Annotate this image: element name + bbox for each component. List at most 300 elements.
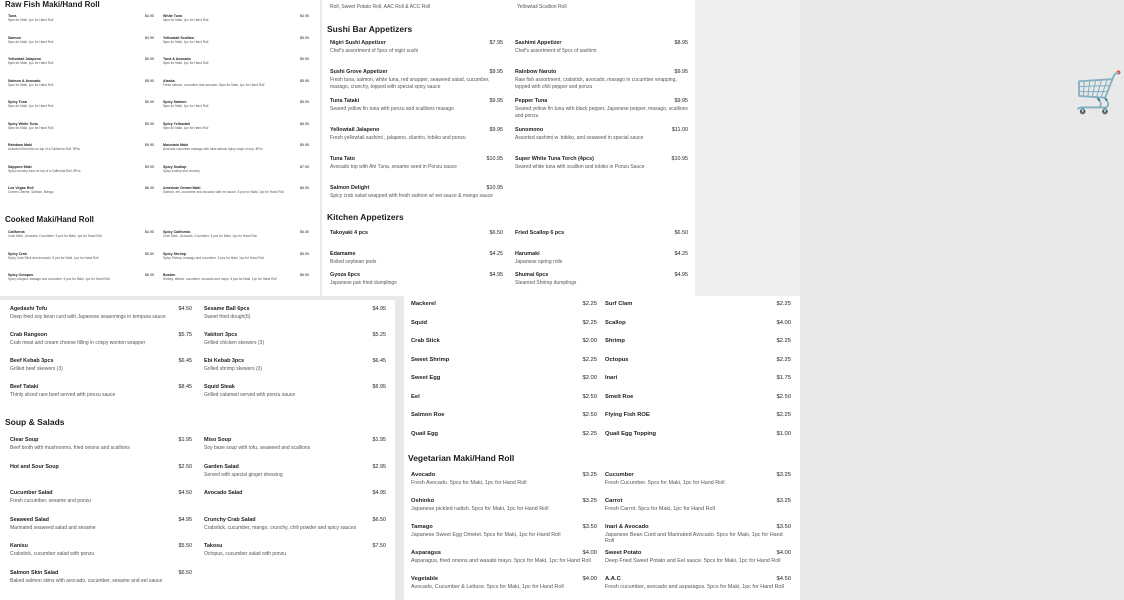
menu-item[interactable]	[163, 79, 309, 87]
menu-item[interactable]	[605, 320, 791, 326]
item-name: Ebi Kebab 3pcs	[204, 358, 245, 364]
item-name: Kanisu	[10, 543, 28, 549]
menu-item[interactable]	[10, 570, 192, 584]
menu-item[interactable]	[411, 550, 597, 564]
menu-item[interactable]	[605, 375, 791, 381]
item-price: $6.45	[178, 358, 192, 364]
item-description: Assorted fresh fish on top of a California Roll. 8Pcs	[8, 147, 80, 151]
item-name: Oshinko	[411, 498, 435, 504]
menu-item[interactable]	[10, 464, 192, 470]
menu-item[interactable]	[411, 472, 597, 486]
item-price: $1.95	[372, 437, 386, 443]
item-price: $7.95	[300, 164, 309, 169]
menu-item[interactable]	[330, 251, 503, 266]
item-price: $5.95	[300, 251, 309, 256]
menu-item[interactable]	[515, 98, 688, 120]
item-description: Served with special ginger dressing	[204, 471, 283, 478]
item-name: Beef Tataki	[10, 384, 39, 390]
item-name: Rainbow Maki	[8, 143, 32, 147]
panel-appetizers	[322, 0, 1124, 296]
item-name: Gyoza 6pcs	[330, 272, 360, 278]
cooked-title: Cooked Maki/Hand Roll	[5, 215, 94, 224]
item-name: Harumaki	[515, 251, 540, 257]
panel-nigiri-veg	[404, 296, 800, 600]
item-description: Salmon, eel, cucumber and avocado with eel sauce. 5 pcs for Maki, 1pc for Hand Roll	[163, 190, 284, 194]
menu-item[interactable]	[330, 127, 503, 142]
item-name: Squid Steak	[204, 384, 235, 390]
item-description: 5pcs for Maki, 1pc for Hand Roll	[8, 104, 54, 108]
item-description: 5pcs for Maki, 1pc for Hand Roll	[8, 82, 54, 87]
item-name: Sweet Shrimp	[411, 356, 450, 363]
item-description: Japanese Bean Curd and Marinated Avocado. 5pcs for Maki, 1pc for Hand Roll	[605, 532, 783, 544]
item-price: $10.95	[671, 156, 688, 162]
item-price: $1.95	[178, 437, 192, 443]
item-name: Sushi Grove Appetizer	[330, 69, 388, 75]
item-price: $6.95	[145, 186, 154, 190]
item-description: Fresh Carrot. 5pcs for Maki, 1pc for Hand Roll	[605, 506, 715, 512]
item-price: $5.95	[300, 57, 309, 61]
item-name: Boston	[163, 273, 176, 277]
menu-item[interactable]	[411, 338, 597, 344]
item-name: Salmon	[8, 35, 21, 40]
item-price: $2.25	[776, 338, 791, 344]
item-description: Avocado cucumber masago with tuna salmon spicy mayo on top. 8Pcs	[163, 147, 263, 151]
item-description: 5pcs for Maki, 1pc for Hand Roll	[163, 61, 209, 65]
item-price: $3.25	[776, 472, 791, 478]
item-price: $2.00	[582, 338, 597, 344]
menu-item[interactable]	[411, 394, 597, 400]
item-price: $4.95	[300, 14, 309, 18]
item-description: Japanese pan fried dumplings	[330, 280, 397, 286]
cart-icon[interactable]: 🛒	[1074, 71, 1124, 115]
item-description: Crabstick, cucumber, mango, crunchy, chili powder and spicy sauces	[204, 524, 357, 531]
item-name: California	[8, 230, 25, 234]
menu-item[interactable]	[8, 79, 154, 87]
menu-item[interactable]	[8, 57, 154, 65]
menu-item[interactable]	[8, 122, 154, 130]
menu-item[interactable]	[411, 320, 597, 326]
item-price: $3.25	[582, 472, 597, 478]
item-description: Spicy scallop and crunchy	[163, 168, 200, 173]
item-price: $5.95	[145, 121, 154, 126]
menu-item[interactable]	[163, 165, 309, 173]
item-name: Sweet Potato	[605, 550, 642, 556]
item-name: Salmon Delight	[330, 185, 370, 191]
item-name: Spicy Scallop	[163, 164, 187, 169]
item-description: Spicy crunchy tuna on top of a California Roll. 8Pcs	[8, 168, 81, 173]
menu-item[interactable]	[8, 143, 154, 151]
item-name: Smelt Roe	[605, 393, 634, 400]
item-price: $2.50	[582, 393, 597, 400]
item-price: $4.50	[178, 490, 192, 496]
item-price: $9.95	[489, 127, 503, 133]
menu-item[interactable]	[515, 69, 688, 91]
item-price: $4.95	[372, 490, 386, 496]
item-description: Asparagus, fried onions and wasabi mayo. 5pcs for Maki, 1pc for Hand Roll	[411, 558, 591, 564]
menu-item[interactable]	[411, 301, 597, 307]
item-name: Sunomono	[515, 127, 544, 133]
menu-item[interactable]	[204, 543, 386, 557]
item-price: $6.50	[489, 230, 503, 236]
item-price: $5.95	[300, 78, 309, 83]
menu-item[interactable]	[515, 156, 688, 171]
item-description: Fresh cucumber, sesame and ponzu	[10, 498, 91, 504]
item-price: $4.95	[145, 14, 154, 18]
item-name: Quail Egg	[411, 430, 439, 437]
item-price: $4.95	[145, 35, 154, 40]
item-price: $5.75	[178, 332, 192, 338]
item-name: American Dream Maki	[163, 186, 201, 190]
item-name: Yellowtail Jalapeno	[8, 57, 41, 61]
item-description: Avocado, Cucumber & Lettuce. 5pcs for Maki, 1pc for Hand Roll	[411, 584, 564, 590]
item-description: Spicy Shrimp, masago and cucumber. 5 pcs for Maki, 1pc for Hand Roll	[163, 255, 264, 260]
menu-item[interactable]	[10, 490, 192, 504]
item-name: Fried Scallop 6 pcs	[515, 230, 565, 236]
item-price: $4.95	[145, 230, 154, 234]
item-name: Carrot	[605, 498, 623, 504]
menu-item[interactable]	[515, 251, 688, 266]
item-price: $10.95	[486, 156, 503, 162]
item-name: Squid	[411, 319, 428, 326]
menu-item[interactable]	[330, 98, 503, 113]
item-description: Crab meat and cream cheese filling in crispy wonton wrapper	[10, 340, 146, 346]
menu-item[interactable]	[411, 375, 597, 381]
item-description: Crab Stick , Avocado, Cucumber. 5 pcs for Maki, 1pc for Hand Roll	[8, 234, 102, 238]
item-description: Seared white tuna with scallion and tobiko in Ponzu Sauce	[515, 164, 645, 170]
item-name: Spicy Shrimp	[163, 251, 186, 256]
item-description: Raw fish assortment, crabstick, avocado, masago in cucumber wrapping, topped with chili pepper and ponzu	[515, 77, 677, 90]
item-price: $5.50	[178, 543, 192, 549]
item-name: Tuna Tato	[330, 156, 355, 162]
item-price: $7.95	[489, 40, 503, 46]
menu-item[interactable]	[605, 431, 791, 437]
item-description: Assorted sashimi w. tobiko, and seaweed in special sauce	[515, 135, 644, 141]
menu-item[interactable]	[204, 358, 386, 372]
menu-item[interactable]	[163, 100, 309, 108]
sushi-bar-title: Sushi Bar Appetizers	[327, 24, 413, 34]
menu-item[interactable]	[605, 338, 791, 344]
menu-item[interactable]	[163, 186, 309, 194]
menu-item[interactable]	[8, 273, 154, 281]
item-name: Vegetable	[411, 576, 439, 582]
item-price: $6.95	[372, 384, 386, 390]
menu-item[interactable]	[8, 165, 154, 173]
menu-item[interactable]	[8, 230, 154, 238]
item-price: $6.50	[372, 516, 386, 523]
item-name: Sesame Ball 6pcs	[204, 306, 250, 312]
soup-title: Soup & Salads	[5, 417, 65, 427]
panel-apps-soup	[0, 300, 395, 600]
item-price: $2.25	[776, 301, 791, 307]
item-name: Miso Soup	[204, 437, 232, 443]
item-description: Beef broth with mushrooms, fried onions and scallions	[10, 445, 130, 451]
menu-item[interactable]	[163, 230, 309, 238]
item-price: $10.95	[486, 185, 503, 191]
item-name: Spicy Octopus	[8, 273, 34, 277]
item-name: Crab Rangoon	[10, 332, 48, 338]
item-price: $6.50	[178, 569, 192, 576]
item-name: Tuna	[8, 14, 17, 18]
item-name: Spicy Yellowtail	[163, 121, 190, 126]
item-name: Tuna Tataki	[330, 98, 360, 104]
menu-item[interactable]	[605, 498, 791, 512]
item-price: $1.00	[776, 430, 791, 437]
item-name: Spicy California	[163, 230, 191, 234]
menu-item[interactable]	[163, 252, 309, 260]
menu-item[interactable]	[204, 464, 386, 478]
menu-item[interactable]	[204, 384, 386, 398]
item-price: $6.95	[300, 121, 309, 126]
menu-item[interactable]	[411, 576, 597, 590]
item-description: 5pcs for Maki, 1pc for Hand Roll	[163, 39, 209, 44]
item-price: $4.95	[674, 272, 688, 278]
menu-item[interactable]	[605, 472, 791, 486]
item-name: Garden Salad	[204, 463, 239, 470]
item-description: 5pcs for Maki, 1pc for Hand Roll	[8, 39, 54, 44]
panel-raw-cooked	[0, 0, 320, 296]
item-description: Japanese spring rolls	[515, 259, 563, 265]
menu-item[interactable]	[204, 490, 386, 496]
item-description: 5pcs for Maki, 1pc for Hand Roll	[163, 18, 209, 22]
item-name: Scallop	[605, 319, 626, 326]
item-name: Alaska	[163, 78, 175, 83]
item-price: $9.95	[489, 98, 503, 104]
menu-item[interactable]	[10, 517, 192, 531]
menu-item[interactable]	[515, 127, 688, 142]
item-price: $2.25	[582, 319, 597, 326]
item-price: $3.25	[582, 498, 597, 504]
item-price: $2.25	[582, 430, 597, 437]
menu-item[interactable]	[515, 272, 688, 287]
item-name: Quail Egg Topping	[605, 430, 657, 437]
kitchen-title: Kitchen Appetizers	[327, 212, 404, 222]
menu-item[interactable]	[163, 273, 309, 281]
menu-item[interactable]	[8, 14, 154, 22]
menu-item[interactable]	[605, 524, 791, 544]
menu-item[interactable]	[411, 357, 597, 363]
menu-item[interactable]	[10, 358, 192, 372]
item-description: Octopus, cucumber salad with ponzu	[204, 551, 286, 557]
item-name: Pepper Tuna	[515, 98, 548, 104]
menu-item[interactable]	[10, 332, 192, 346]
item-price: $4.25	[489, 251, 503, 257]
item-price: $4.00	[582, 550, 597, 556]
item-name: Flying Fish ROE	[605, 412, 650, 418]
item-name: Clear Soup	[10, 437, 39, 443]
item-price: $9.95	[145, 164, 154, 169]
item-description: Thinly sliced rare beef served with ponzu sauce	[10, 392, 116, 398]
item-description: Fresh Avocado. 5pcs for Maki, 1pc for Hand Roll	[411, 480, 527, 486]
item-name: Spicy Salmon	[163, 100, 187, 104]
menu-item[interactable]	[163, 14, 309, 22]
item-name: Nigiri Sushi Appetizer	[330, 40, 386, 46]
menu-item[interactable]	[330, 156, 503, 171]
item-price: $5.25	[372, 332, 386, 338]
menu-item[interactable]	[411, 412, 597, 418]
item-description: 5pcs for Maki, 1pc for Hand Roll	[8, 18, 54, 22]
item-price: $2.95	[372, 463, 386, 470]
item-description: Spicy octopus, masago and cucumber. 5 pcs for Maki, 1pc for Hand Roll	[8, 277, 110, 281]
item-name: Yakitori 3pcs	[204, 332, 238, 338]
item-name: Inari	[605, 375, 618, 381]
item-price: $9.95	[674, 69, 688, 75]
item-price: $2.25	[776, 356, 791, 363]
menu-item[interactable]	[330, 69, 503, 91]
item-name: Asparagus	[411, 550, 441, 556]
item-description: Fresh tuna, salmon, white tuna, red snapper, seaweed salad, cucumber, masago, crunchy, topped with special spicy sauce	[330, 77, 490, 90]
item-name: Edamame	[330, 251, 356, 257]
menu-item[interactable]	[515, 40, 688, 55]
item-name: Spicy Crab	[8, 251, 27, 256]
item-price: $4.25	[674, 251, 688, 257]
item-price: $6.95	[300, 273, 309, 277]
menu-item[interactable]	[10, 306, 192, 320]
item-price: $9.95	[489, 69, 503, 75]
item-description: Cream Cheese, Salmon, Mango	[8, 190, 54, 194]
item-price: $8.45	[178, 384, 192, 390]
menu-item[interactable]	[10, 437, 192, 451]
item-name: Sapporo Maki	[8, 164, 32, 169]
item-name: Crab Stick	[411, 338, 440, 344]
item-description: Soy base soup with tofu, seaweed and scallions	[204, 445, 311, 451]
item-description: 5pcs for Maki, 1pc for Hand Roll	[163, 125, 209, 130]
item-name: Surf Clam	[605, 301, 633, 307]
item-price: $4.95	[178, 516, 192, 523]
menu-item[interactable]	[8, 36, 154, 44]
item-description: Grilled beef skewers (3)	[10, 366, 63, 372]
item-name: Yellowtail Jalapeno	[330, 127, 380, 133]
item-name: Hot and Sour Soup	[10, 463, 59, 470]
item-price: $2.25	[582, 301, 597, 307]
item-price: $4.95	[489, 272, 503, 278]
item-name: Avocado Salad	[204, 490, 243, 496]
item-name: Salmon Roe	[411, 412, 445, 418]
item-description: Grilled shrimp skewers (3)	[204, 366, 263, 372]
menu-item[interactable]	[411, 524, 597, 538]
menu-item[interactable]	[10, 543, 192, 557]
menu-item[interactable]	[163, 36, 309, 44]
menu-item[interactable]	[10, 384, 192, 398]
menu-item[interactable]	[605, 301, 791, 307]
item-name: Takoyaki 4 pcs	[330, 230, 368, 236]
item-price: $3.50	[582, 524, 597, 530]
item-description: Baked salmon skins with avocado, cucumber, sesame and eel sauce	[10, 577, 163, 584]
item-name: Super White Tuna Torch (4pcs)	[515, 156, 594, 162]
item-price: $4.00	[776, 319, 791, 326]
menu-item[interactable]	[330, 272, 503, 287]
item-name: Spicy White Tuna	[8, 121, 38, 126]
item-price: $5.50	[145, 251, 154, 256]
item-price: $5.95	[145, 78, 154, 83]
item-name: Takosu	[204, 543, 223, 549]
item-description: Chef's assortment of 5pcs of nigiri sushi	[330, 48, 419, 54]
item-price: $3.25	[776, 498, 791, 504]
item-name: Tamago	[411, 524, 433, 530]
menu-item[interactable]	[8, 252, 154, 260]
item-description: Fresh cucumber, avocado and asparagus. 5pcs for Maki, 1pc for Hand Roll	[605, 584, 784, 590]
item-name: Spicy Tuna	[8, 100, 27, 104]
menu-item[interactable]	[605, 357, 791, 363]
item-price: $6.45	[372, 358, 386, 364]
item-description: Grilled chicken skewers (3)	[204, 340, 265, 346]
top-line-2: Yellowtail Scallion Roll	[517, 4, 567, 10]
item-description: Chef's assortment of 5pcs of sashimi	[515, 48, 597, 54]
item-price: $2.50	[776, 393, 791, 400]
menu-item[interactable]	[204, 306, 386, 320]
item-name: Sashimi Appetizer	[515, 40, 562, 46]
menu-item[interactable]	[411, 498, 597, 512]
item-price: $5.95	[145, 57, 154, 61]
item-name: Tuna & Avocado	[163, 57, 191, 61]
item-name: Inari & Avocado	[605, 524, 649, 530]
menu-item[interactable]	[605, 576, 791, 590]
item-name: Salmon & Avocado	[8, 78, 41, 83]
item-description: Fresh yellowtail sashimi , jalapeno, cilantro, tobiko and ponzu	[330, 135, 466, 141]
item-description: Deep Fried Sweet Potato and Eel sauce. 5pcs for Maki, 1pc for Hand Roll	[605, 558, 781, 564]
menu-item[interactable]	[605, 412, 791, 418]
menu-item[interactable]	[163, 143, 309, 151]
item-description: Marinated seaweed salad and sesame	[10, 524, 96, 531]
item-description: Fresh salmon, cucumber and avocado. 5pcs for Maki, 1pc for Hand Roll	[163, 82, 265, 87]
menu-item[interactable]	[330, 185, 503, 200]
menu-item[interactable]	[8, 186, 154, 194]
menu-item[interactable]	[163, 57, 309, 65]
menu-item[interactable]	[605, 394, 791, 400]
item-description: Deep fried soy bean curd with Japanese seasonings in tempura sauce	[10, 314, 166, 320]
item-description: Crabstick, cucumber salad with ponzu	[10, 551, 95, 557]
item-name: Shrimp	[605, 338, 625, 344]
item-name: Mountain Maki	[163, 143, 188, 147]
item-description: Japanese pickled radish. 5pcs for Maki, 1pc for Hand Roll	[411, 506, 549, 512]
item-name: Los Vegas Roll	[8, 186, 34, 190]
item-price: $9.95	[145, 143, 154, 147]
item-price: $7.50	[372, 543, 386, 549]
item-price: $8.95	[674, 40, 688, 46]
item-price: $11.00	[671, 127, 688, 133]
item-price: $6.50	[674, 230, 688, 236]
item-price: $4.00	[582, 576, 597, 582]
menu-item[interactable]	[515, 230, 688, 236]
item-price: $2.25	[776, 412, 791, 418]
menu-item[interactable]	[204, 332, 386, 346]
menu-item[interactable]	[605, 550, 791, 564]
menu-item[interactable]	[411, 431, 597, 437]
menu-item[interactable]	[163, 122, 309, 130]
item-price: $2.00	[582, 375, 597, 381]
top-line-1: Roll, Sweet Potato Roll, AAC Roll & ACC Roll	[330, 4, 431, 10]
item-price: $9.95	[674, 98, 688, 104]
menu-item[interactable]	[330, 40, 503, 55]
item-description: Grilled calamari served with ponzu sauce	[204, 392, 296, 398]
item-name: Salmon Skin Salad	[10, 569, 59, 576]
item-price: $2.50	[178, 463, 192, 470]
item-price: $9.95	[300, 143, 309, 147]
item-price: $4.00	[776, 550, 791, 556]
item-name: Octopus	[605, 356, 629, 363]
item-price: $3.50	[776, 524, 791, 530]
menu-item[interactable]	[330, 230, 503, 236]
item-description: Sweet fried dough(6)	[204, 314, 251, 320]
item-description: 5pcs for Maki, 1pc for Hand Roll	[8, 125, 54, 130]
item-name: Eel	[411, 393, 420, 400]
item-description: Steamed Shrimp dumplings	[515, 280, 577, 286]
menu-item[interactable]	[204, 517, 386, 531]
menu-item[interactable]	[8, 100, 154, 108]
item-description: Shrimp, lettuce, cucumber, avocado and mayo. 5 pcs for Maki, 1pc for Hand Roll	[163, 277, 277, 281]
item-description: 5pcs for Maki, 1pc for Hand Roll	[163, 104, 209, 108]
item-description: Spicy crab salad wrapped with fresh salmon w/ eel sauce & mango sauce	[330, 193, 493, 199]
menu-item[interactable]	[204, 437, 386, 451]
